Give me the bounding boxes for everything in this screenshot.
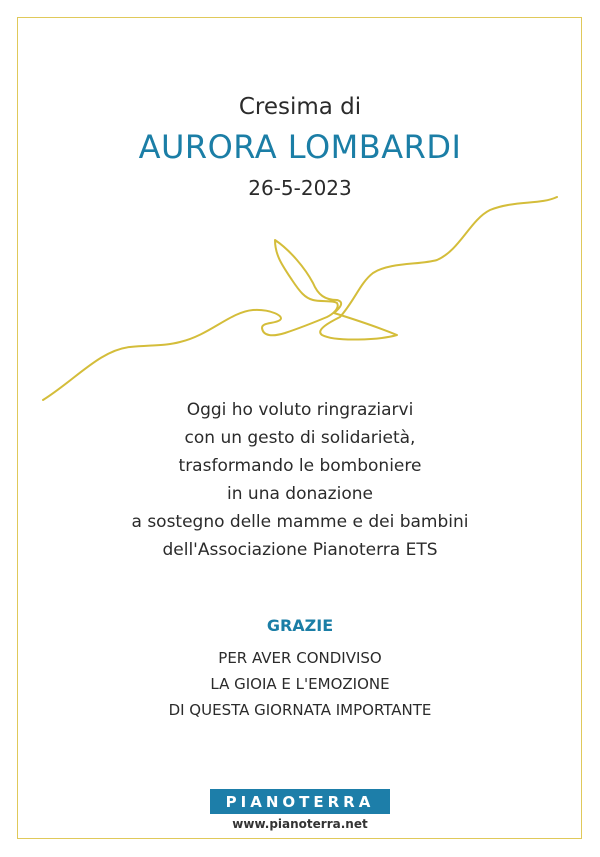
- message-line: Oggi ho voluto ringraziarvi: [186, 400, 414, 420]
- thanks-lines: [0, 645, 600, 723]
- thanks-line: PER AVER CONDIVISO: [218, 649, 382, 667]
- event-date: 26-5-2023: [248, 176, 352, 200]
- thanks-line: DI QUESTA GIORNATA IMPORTANTE: [168, 701, 432, 719]
- website-url[interactable]: www.pianoterra.net: [232, 817, 368, 831]
- message-line: a sostegno delle mamme e dei bambini: [131, 512, 469, 532]
- thanks-line: LA GIOIA E L'EMOZIONE: [210, 675, 390, 693]
- message-line: in una donazione: [227, 484, 373, 504]
- event-title: Cresima di: [238, 94, 362, 120]
- message-line: trasformando le bomboniere: [178, 456, 422, 476]
- thank-you-message: [0, 396, 600, 564]
- message-line: dell'Associazione Pianoterra ETS: [162, 540, 438, 560]
- message-line: con un gesto di solidarietà,: [184, 428, 416, 448]
- person-name: AURORA LOMBARDI: [138, 128, 462, 166]
- pianoterra-logo: PIANOTERRA: [210, 789, 390, 814]
- dove-icon: [43, 197, 557, 400]
- dove-line-drawing: [0, 0, 600, 420]
- thanks-heading: GRAZIE: [266, 616, 334, 635]
